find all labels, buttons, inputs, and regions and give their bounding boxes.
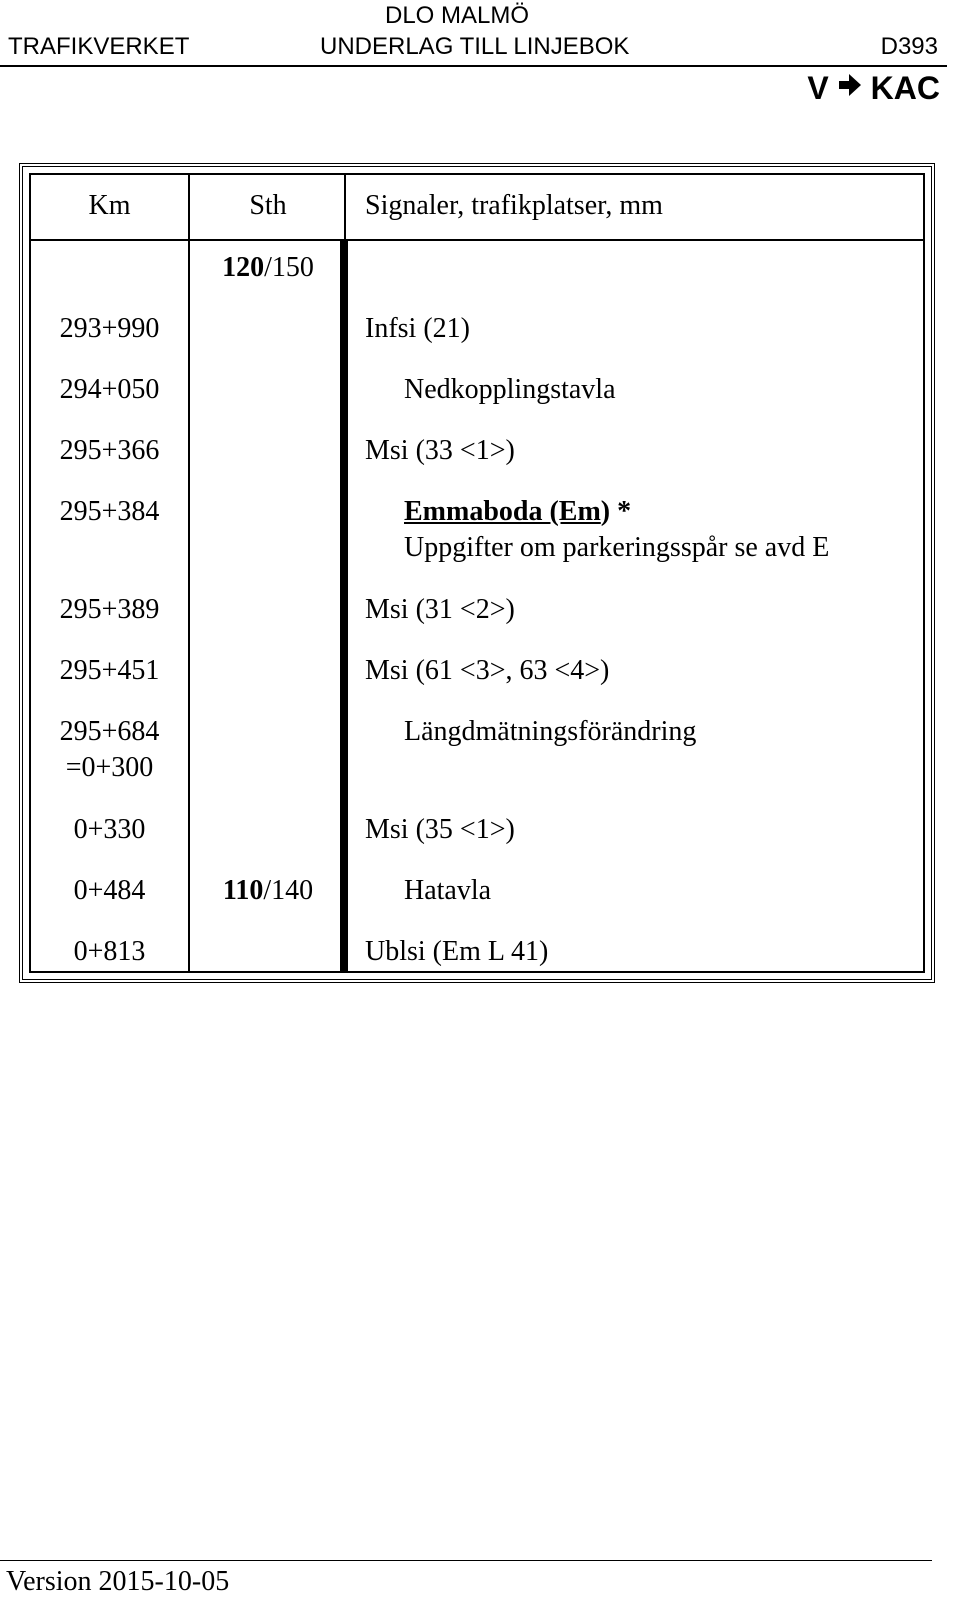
signal-entry: Msi (35 <1>) bbox=[365, 814, 515, 845]
km-value: 294+050 bbox=[59, 374, 160, 405]
km-value: 0+330 bbox=[73, 814, 146, 845]
header-document-code: D393 bbox=[880, 33, 938, 60]
header-organization: TRAFIKVERKET bbox=[8, 33, 190, 60]
column-header-signals: Signaler, trafikplatser, mm bbox=[365, 190, 663, 221]
km-value: 0+813 bbox=[73, 936, 146, 967]
signal-entry: Infsi (21) bbox=[365, 313, 470, 344]
line-table bbox=[19, 163, 935, 983]
km-value: 293+990 bbox=[59, 313, 160, 344]
signal-entry: Msi (31 <2>) bbox=[365, 594, 515, 625]
km-value: 295+389 bbox=[59, 594, 160, 625]
km-value: 295+384 bbox=[59, 496, 160, 527]
km-value: 0+484 bbox=[73, 875, 146, 906]
column-header-km: Km bbox=[88, 190, 131, 221]
column-divider bbox=[188, 175, 190, 971]
header-subtitle: UNDERLAG TILL LINJEBOK bbox=[320, 33, 630, 60]
header-divider bbox=[31, 239, 923, 241]
signal-entry: Hatavla bbox=[404, 875, 492, 906]
footer-version: Version 2015-10-05 bbox=[6, 1566, 230, 1597]
line-table-inner bbox=[29, 173, 925, 973]
station-entry bbox=[404, 495, 631, 529]
station-suffix: ) * bbox=[600, 496, 632, 527]
route-to: KAC bbox=[870, 70, 940, 106]
station-name: Emmaboda (Em bbox=[404, 496, 601, 527]
km-value: 295+451 bbox=[59, 655, 160, 686]
route-from: V bbox=[807, 70, 829, 106]
signal-entry: Längdmätningsförändring bbox=[404, 716, 697, 747]
signal-entry: Msi (61 <3>, 63 <4>) bbox=[365, 655, 610, 686]
header-rule bbox=[0, 65, 947, 67]
km-value-secondary: =0+300 bbox=[65, 752, 154, 783]
signal-entry: Msi (33 <1>) bbox=[365, 435, 515, 466]
km-value: 295+684 bbox=[59, 716, 160, 747]
footer-rule bbox=[0, 1560, 932, 1561]
speed-value: 110/140 bbox=[222, 875, 314, 906]
station-note: Uppgifter om parkeringsspår se avd E bbox=[404, 532, 830, 563]
km-value: 295+366 bbox=[59, 435, 160, 466]
column-header-sth: Sth bbox=[249, 190, 287, 221]
arrow-right-icon bbox=[837, 69, 863, 105]
header-top-line: DLO MALMÖ bbox=[385, 2, 530, 29]
signal-entry: Nedkopplingstavla bbox=[404, 374, 616, 405]
signal-entry: Ublsi (Em L 41) bbox=[365, 936, 549, 967]
route-heading bbox=[807, 70, 940, 106]
track-bar bbox=[340, 239, 348, 971]
speed-value: 120/150 bbox=[222, 252, 314, 283]
